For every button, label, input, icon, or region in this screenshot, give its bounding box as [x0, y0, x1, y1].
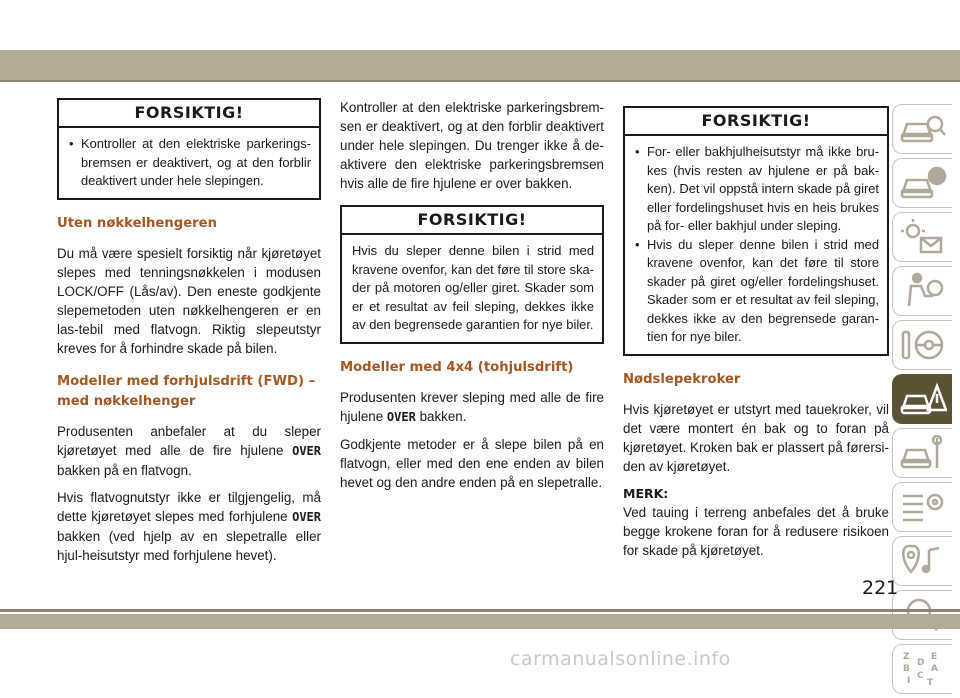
index-letter: T — [927, 678, 934, 688]
caution-title: FORSIKTIG! — [625, 108, 887, 136]
tab-multimedia[interactable] — [892, 536, 952, 586]
airbag-seat-icon — [899, 272, 947, 310]
warning-lights-icon — [899, 218, 947, 256]
car-wrench-icon — [899, 434, 947, 472]
caution-title: FORSIKTIG! — [342, 207, 602, 235]
multimedia-icon — [899, 542, 947, 580]
caution-text: Hvis du sleper denne bilen i strid med kravene ovenfor, kan det føre til store ska-der på motoren og/eller giret. Skader som er et resultat av feil sleping, dekkes ikke av den begrensede garantien for nye biler. — [352, 243, 594, 332]
tab-warning-lights[interactable] — [892, 212, 952, 262]
car-info-icon — [899, 164, 947, 202]
car-search-icon — [899, 110, 947, 148]
car-emergency-icon — [899, 380, 947, 418]
section-heading: Nødslepekroker — [623, 371, 741, 387]
tab-spec-list[interactable] — [892, 482, 952, 532]
paragraph: Du må være spesielt forsiktig når kjøretøyet slepes med tenningsnøkkelen i modusen LOCK/OFF (Lås/av). Den eneste godkjente slepemetoden uten nøkkelhengeren er en las-tebil med flatvogn. Riktig slepeutstyr kreves for å forhindre skade på bilen. — [57, 245, 321, 356]
footer-band — [0, 614, 960, 629]
tab-car-search[interactable] — [892, 104, 952, 154]
keyword: OVER — [292, 509, 321, 524]
note-text: Ved tauing i terreng anbefales det å bruke begge krokene foran for å redusere risikoen for skade på kjøretøyet. — [623, 504, 889, 558]
tab-index[interactable] — [892, 644, 952, 694]
index-letter: E — [931, 652, 938, 662]
keyword: OVER — [292, 443, 321, 458]
note — [623, 484, 889, 560]
index-letters-icon — [899, 650, 947, 688]
keyword: OVER — [386, 409, 416, 424]
footer-rule — [0, 609, 960, 612]
caution-item: • Kontroller at den elektriske parkerings-bremsen er deaktivert, og at den forblir deaktivert under hele slepingen. — [69, 135, 311, 191]
spec-list-icon — [899, 488, 947, 526]
column-left — [57, 98, 321, 573]
paragraph: Produsenten krever sleping med alle de fire hjulene OVER bakken. — [340, 389, 604, 424]
watermark: carmanualsonline.info — [510, 648, 731, 670]
section-heading: Modeller med forhjulsdrift (FWD) – med nøkkelhenger — [57, 373, 316, 409]
column-right — [623, 106, 889, 560]
tab-airbag-seat[interactable] — [892, 266, 952, 316]
paragraph: Hvis kjøretøyet er utstyrt med tauekroker, vil det være montert én bak og to foran på kjøretøyet. Kroken bak er plassert på førersi-den av kjøretøyet. — [623, 401, 889, 474]
tab-car-emergency[interactable] — [892, 374, 952, 424]
caution-box — [57, 98, 321, 200]
caution-item: • For- eller bakhjulheisutstyr må ikke bru-kes (hvis resten av hjulene er på bak-ken). Det vil oppstå intern skade på giret eller fordelingshuset hvis en heis brukes på for- eller bakhjul under sleping. — [635, 143, 879, 236]
index-letter: Z — [903, 652, 910, 662]
paragraph: Produsenten anbefaler at du sleper kjøretøyet med alle de fire hjulene OVER bakken på en flatvogn. — [57, 423, 321, 478]
header-rule — [0, 80, 960, 82]
caution-title: FORSIKTIG! — [59, 100, 319, 128]
caution-box — [623, 106, 889, 356]
header-band — [0, 50, 960, 80]
note-label: MERK: — [623, 485, 669, 501]
index-letter: I — [907, 676, 911, 686]
paragraph: Godkjente metoder er å slepe bilen på en flatvogn, eller med den ene enden av bilen hevet og den andre enden på en slepetralle. — [340, 436, 604, 490]
index-letter: B — [903, 664, 910, 674]
caution-box — [340, 205, 604, 344]
index-letter: D — [917, 658, 925, 668]
caution-item: • Hvis du sleper denne bilen i strid med kravene ovenfor, kan det føre til store skader på giret og/eller fordelingshuset. Skader som er et resultat av feil sleping, dekkes ikke av den begrensede garan-tien for nye biler. — [635, 236, 879, 347]
section-heading: Modeller med 4x4 (tohjulsdrift) — [340, 359, 574, 375]
section-heading: Uten nøkkelhengeren — [57, 215, 217, 231]
tab-steering-wheel[interactable] — [892, 320, 952, 370]
index-letter: C — [917, 671, 924, 681]
page-number: 221 — [862, 577, 899, 599]
paragraph: Hvis flatvognutstyr ikke er tilgjengelig, må dette kjøretøyet slepes med forhjulene OVER bakken (ved hjelp av en slepetralle eller hjul-heisutstyr med forhjulene hevet). — [57, 489, 321, 563]
steering-wheel-icon — [899, 326, 947, 364]
paragraph: Kontroller at den elektriske parkeringsbrem-sen er deaktivert, og at den forblir deaktivert under hele slepingen. Du trenger ikke å de-aktivere den elektriske parkeringsbremsen hvis alle de fire hjulene er over bakken. — [340, 100, 604, 191]
column-middle — [340, 98, 604, 500]
tab-car-wrench[interactable] — [892, 428, 952, 478]
tab-car-info[interactable] — [892, 158, 952, 208]
index-letter: A — [931, 664, 938, 674]
